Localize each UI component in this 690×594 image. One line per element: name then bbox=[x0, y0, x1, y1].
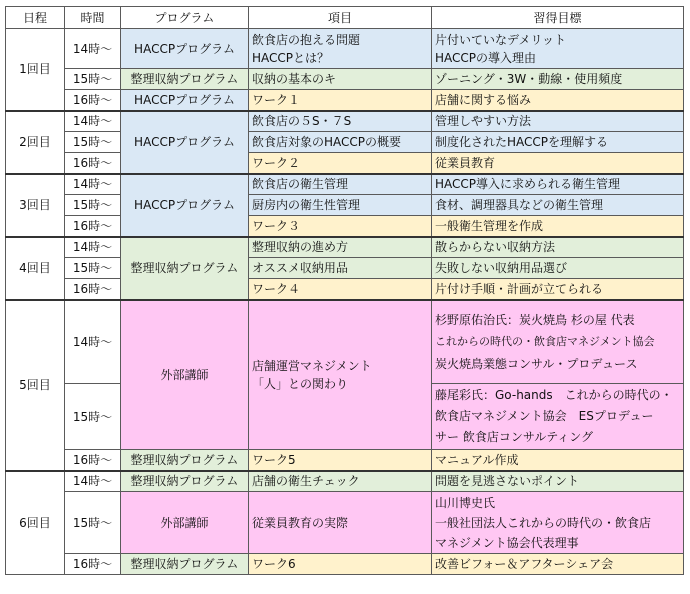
goal-cell bbox=[432, 300, 684, 384]
goal-cell: 管理しやすい方法 bbox=[432, 111, 684, 132]
goal-cell: ゾーニング・3W・動線・使用頻度 bbox=[432, 69, 684, 90]
item-cell: 飲食店の５S・７S bbox=[249, 111, 432, 132]
table-row bbox=[6, 153, 684, 174]
item-cell: ワーク１ bbox=[249, 90, 432, 111]
goal-cell: 一般衛生管理を作成 bbox=[432, 216, 684, 237]
time-cell: 14時～ bbox=[65, 471, 121, 492]
program-cell: 整理収納プログラム bbox=[121, 450, 249, 471]
goal-cell: 食材、調理器具などの衛生管理 bbox=[432, 195, 684, 216]
header-day: 日程 bbox=[6, 7, 65, 29]
item-line: 店舗運営マネジメント bbox=[252, 358, 372, 373]
header-item: 項目 bbox=[249, 7, 432, 29]
time-cell: 14時～ bbox=[65, 174, 121, 195]
item-cell: 厨房内の衛生性管理 bbox=[249, 195, 432, 216]
program-cell: HACCPプログラム bbox=[121, 90, 249, 111]
goal-cell bbox=[432, 384, 684, 450]
program-cell: 外部講師 bbox=[121, 300, 249, 450]
time-cell: 16時～ bbox=[65, 216, 121, 237]
time-cell: 16時～ bbox=[65, 90, 121, 111]
item-cell: ワーク6 bbox=[249, 554, 432, 575]
item-cell: 店舗の衛生チェック bbox=[249, 471, 432, 492]
goal-cell: 失敗しない収納用品選び bbox=[432, 258, 684, 279]
table-row bbox=[6, 90, 684, 111]
item-cell: 飲食店対象のHACCPの概要 bbox=[249, 132, 432, 153]
goal-cell: 散らからない収納方法 bbox=[432, 237, 684, 258]
goal-line: 杉野原佑治氏：炭火焼鳥 杉の屋 代表 bbox=[435, 312, 635, 327]
schedule-table bbox=[5, 6, 684, 575]
day-cell: 4回目 bbox=[6, 237, 65, 300]
goal-line: 片付いていなデメリット bbox=[435, 32, 567, 47]
time-cell: 16時～ bbox=[65, 153, 121, 174]
time-cell: 16時～ bbox=[65, 554, 121, 575]
day-cell: 1回目 bbox=[6, 29, 65, 111]
item-cell: ワーク２ bbox=[249, 153, 432, 174]
table-row bbox=[6, 554, 684, 575]
table-row bbox=[6, 174, 684, 195]
table-row bbox=[6, 132, 684, 153]
time-cell: 15時～ bbox=[65, 69, 121, 90]
goal-line: マネジメント協会代表理事 bbox=[435, 535, 579, 550]
program-cell: HACCPプログラム bbox=[121, 111, 249, 174]
header-time: 時間 bbox=[65, 7, 121, 29]
item-cell bbox=[249, 29, 432, 69]
item-cell: ワーク４ bbox=[249, 279, 432, 300]
item-cell: 収納の基本のキ bbox=[249, 69, 432, 90]
item-cell: 従業員教育の実際 bbox=[249, 492, 432, 554]
time-cell: 16時～ bbox=[65, 279, 121, 300]
item-cell: オススメ収納用品 bbox=[249, 258, 432, 279]
day-cell: 2回目 bbox=[6, 111, 65, 174]
header-goal: 習得目標 bbox=[432, 7, 684, 29]
table-row bbox=[6, 216, 684, 237]
item-line: 「人」との関わり bbox=[252, 376, 349, 391]
goal-line: 一般社団法人これからの時代の・飲食店 bbox=[435, 515, 652, 530]
goal-cell: 問題を見逃さないポイント bbox=[432, 471, 684, 492]
goal-line: HACCPの導入理由 bbox=[435, 50, 537, 65]
table-row bbox=[6, 300, 684, 384]
time-cell: 16時～ bbox=[65, 450, 121, 471]
table-row bbox=[6, 29, 684, 69]
table-row bbox=[6, 69, 684, 90]
table-row bbox=[6, 450, 684, 471]
time-cell: 15時～ bbox=[65, 492, 121, 554]
program-cell: 整理収納プログラム bbox=[121, 471, 249, 492]
program-cell: 整理収納プログラム bbox=[121, 554, 249, 575]
table-row bbox=[6, 195, 684, 216]
item-cell: ワーク３ bbox=[249, 216, 432, 237]
time-cell: 14時～ bbox=[65, 300, 121, 384]
time-cell: 15時～ bbox=[65, 258, 121, 279]
item-cell bbox=[249, 300, 432, 450]
day-cell: 5回目 bbox=[6, 300, 65, 471]
goal-line: これからの時代の・飲食店マネジメント協会 bbox=[435, 334, 655, 348]
item-cell: 整理収納の進め方 bbox=[249, 237, 432, 258]
item-line: 飲食店の抱える問題 bbox=[252, 32, 361, 47]
program-cell: 整理収納プログラム bbox=[121, 237, 249, 300]
goal-cell bbox=[432, 492, 684, 554]
item-cell: 飲食店の衛生管理 bbox=[249, 174, 432, 195]
time-cell: 14時～ bbox=[65, 237, 121, 258]
goal-cell: 店舗に関する悩み bbox=[432, 90, 684, 111]
goal-line: サー 飲食店コンサルティング bbox=[435, 430, 594, 444]
day-cell: 6回目 bbox=[6, 471, 65, 575]
program-cell: 外部講師 bbox=[121, 492, 249, 554]
goal-cell: マニュアル作成 bbox=[432, 450, 684, 471]
goal-line: 藤尾彩氏：Go-hands これからの時代の・ bbox=[435, 388, 673, 402]
time-cell: 15時～ bbox=[65, 195, 121, 216]
program-cell: 整理収納プログラム bbox=[121, 69, 249, 90]
header-row bbox=[6, 7, 684, 29]
header-program: プログラム bbox=[121, 7, 249, 29]
time-cell: 14時～ bbox=[65, 111, 121, 132]
program-cell: HACCPプログラム bbox=[121, 174, 249, 237]
table-row bbox=[6, 111, 684, 132]
table-row bbox=[6, 237, 684, 258]
program-cell: HACCPプログラム bbox=[121, 29, 249, 69]
goal-line: 飲食店マネジメント協会 ESプロデュー bbox=[435, 409, 654, 423]
table-row bbox=[6, 492, 684, 554]
item-line: HACCPとは？ bbox=[252, 50, 330, 65]
table-row bbox=[6, 258, 684, 279]
goal-cell: 片付け手順・計画が立てられる bbox=[432, 279, 684, 300]
day-cell: 3回目 bbox=[6, 174, 65, 237]
time-cell: 15時～ bbox=[65, 384, 121, 450]
goal-cell bbox=[432, 29, 684, 69]
goal-cell: HACCP導入に求められる衛生管理 bbox=[432, 174, 684, 195]
goal-cell: 制度化されたHACCPを理解する bbox=[432, 132, 684, 153]
goal-cell: 従業員教育 bbox=[432, 153, 684, 174]
goal-line: 炭火焼鳥業態コンサル・プロデュース bbox=[435, 356, 638, 371]
time-cell: 14時～ bbox=[65, 29, 121, 69]
time-cell: 15時～ bbox=[65, 132, 121, 153]
table-row bbox=[6, 471, 684, 492]
table-row bbox=[6, 279, 684, 300]
item-cell: ワーク5 bbox=[249, 450, 432, 471]
goal-cell: 改善ビフォー＆アフターシェア会 bbox=[432, 554, 684, 575]
goal-line: 山川博史氏 bbox=[435, 495, 496, 510]
